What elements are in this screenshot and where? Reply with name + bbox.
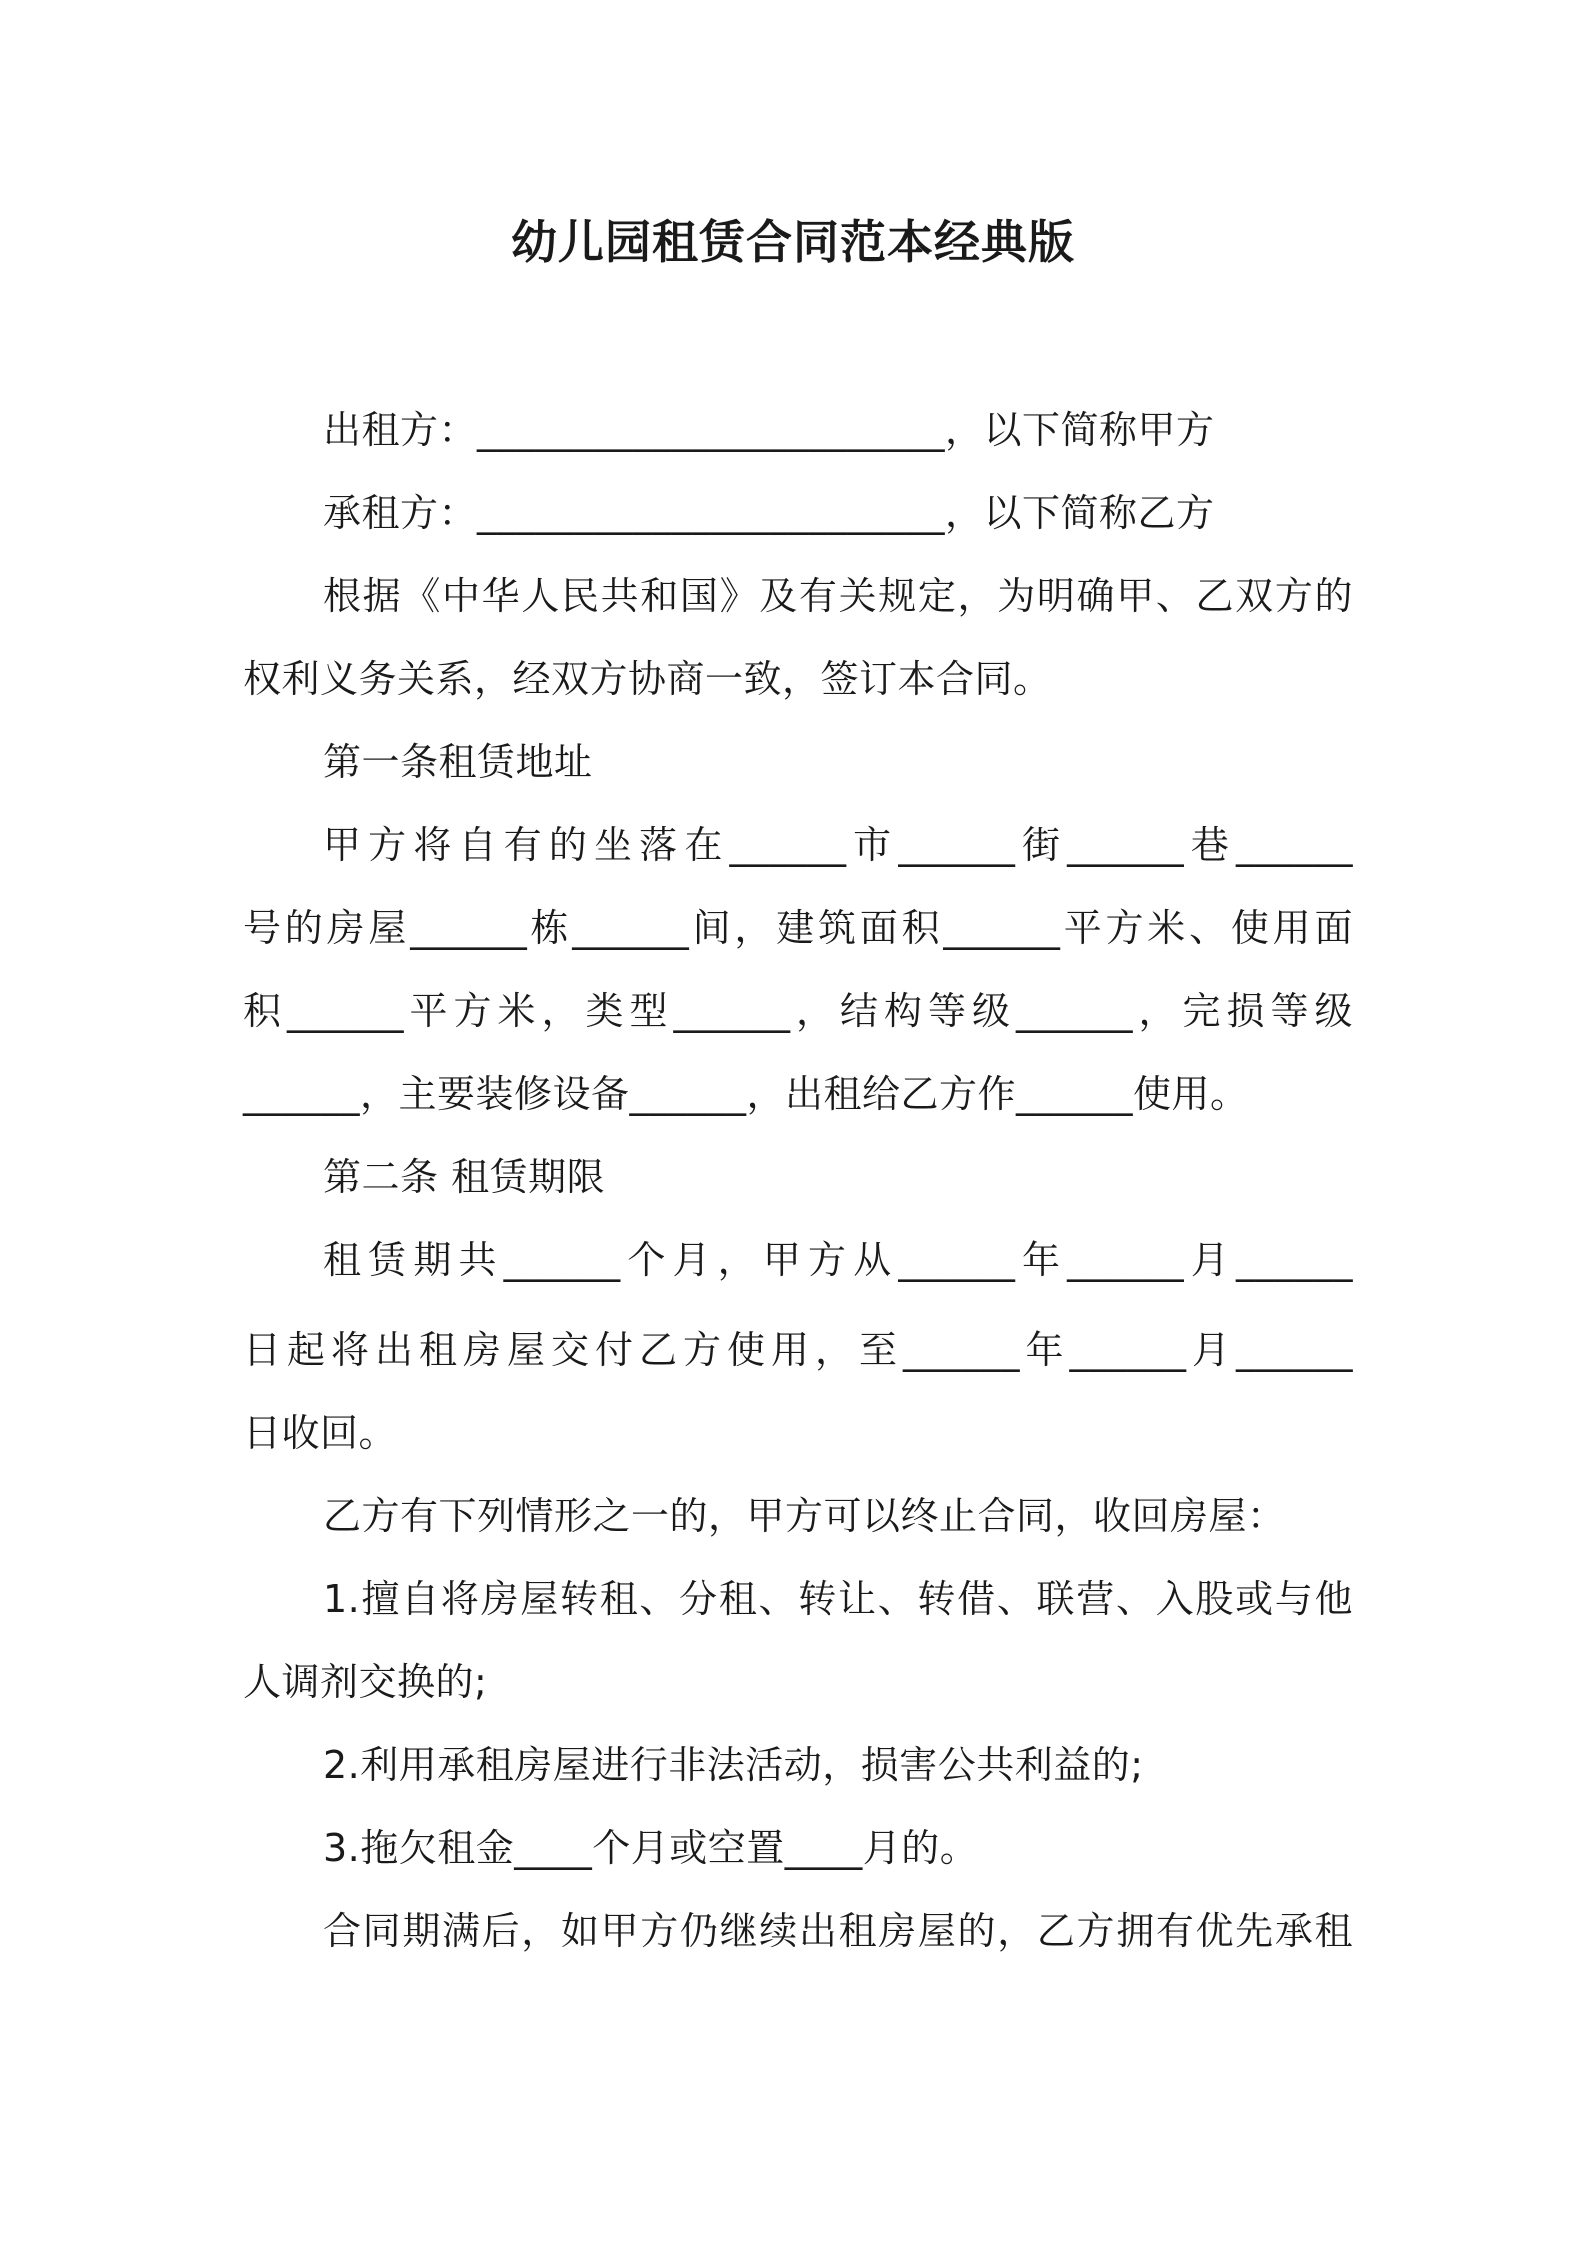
lessee-line: 承租方：________________________，以下简称乙方 [323,491,1215,535]
lessor-line: 出租方：________________________，以下简称甲方 [323,408,1215,452]
renewal-line-1: 合同期满后，如甲方仍继续出租房屋的，乙方拥有优先承租 [323,1909,1353,1953]
article-1-line-1: 甲方将自有的坐落在______市______街______巷______ [323,823,1353,867]
article-1-line-3: 积______平方米，类型______，结构等级______，完损等级 [243,989,1353,1033]
preamble-line-1: 根据《中华人民共和国》及有关规定，为明确甲、乙双方的 [323,574,1353,618]
termination-item-1-line-2: 人调剂交换的; [243,1660,488,1704]
preamble-line-2: 权利义务关系，经双方协商一致，签订本合同。 [243,657,1052,701]
article-1-line-4: ______，主要装修设备______，出租给乙方作______使用。 [243,1072,1249,1116]
article-2-line-1: 租赁期共______个月，甲方从______年______月______ [323,1238,1353,1282]
article-1-line-2: 号的房屋______栋______间，建筑面积______平方米、使用面 [243,906,1353,950]
document-title: 幼儿园租赁合同范本经典版 [511,215,1075,269]
article-2-heading: 第二条 租赁期限 [323,1155,606,1199]
termination-intro: 乙方有下列情形之一的，甲方可以终止合同，收回房屋： [323,1494,1286,1538]
termination-item-3: 3.拖欠租金____个月或空置____月的。 [323,1826,979,1870]
article-2-line-3: 日收回。 [243,1411,398,1455]
termination-item-2: 2.利用承租房屋进行非法活动，损害公共利益的; [323,1743,1144,1787]
article-1-heading: 第一条租赁地址 [323,740,593,784]
article-2-line-2: 日起将出租房屋交付乙方使用，至______年______月______ [243,1328,1353,1372]
termination-item-1-line-1: 1.擅自将房屋转租、分租、转让、转借、联营、入股或与他 [323,1577,1353,1621]
